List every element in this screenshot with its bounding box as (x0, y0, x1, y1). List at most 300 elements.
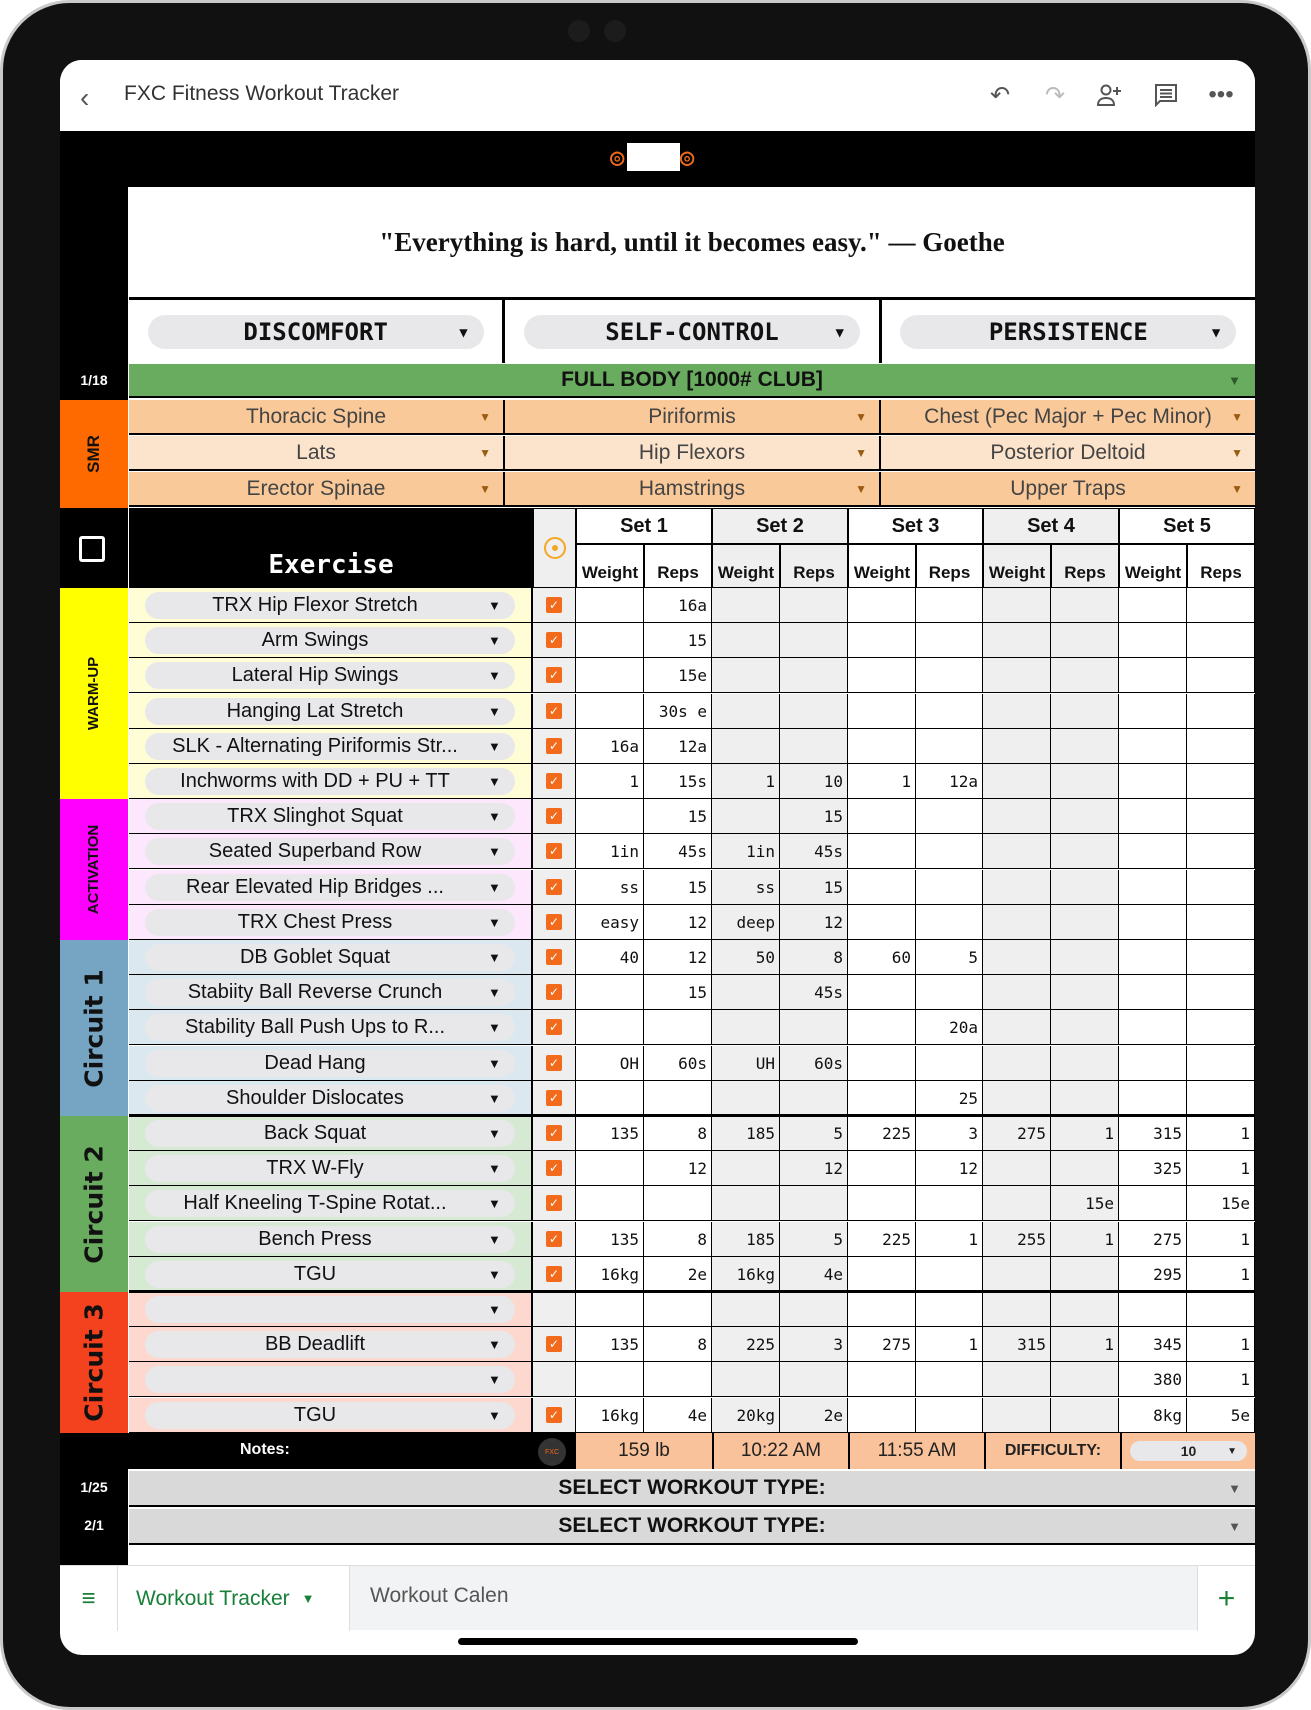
weight-cell[interactable] (983, 1151, 1051, 1186)
weight-cell[interactable] (712, 1010, 780, 1045)
reps-cell[interactable] (780, 623, 848, 658)
weight-cell[interactable] (848, 1151, 916, 1186)
done-checkbox-cell[interactable] (533, 1046, 576, 1081)
weight-cell[interactable]: 255 (983, 1222, 1051, 1257)
reps-cell[interactable]: 4e (644, 1398, 712, 1433)
weight-cell[interactable]: deep (712, 905, 780, 940)
weight-cell[interactable] (848, 1010, 916, 1045)
reps-cell[interactable]: 4e (780, 1257, 848, 1292)
reps-cell[interactable] (916, 1362, 983, 1397)
reps-cell[interactable] (1051, 1292, 1119, 1327)
weight-cell[interactable]: ss (712, 870, 780, 905)
reps-cell[interactable] (1187, 1081, 1255, 1116)
smr-dropdown[interactable] (881, 472, 1255, 505)
weight-cell[interactable] (1119, 834, 1187, 869)
more-icon[interactable]: ••• (1208, 81, 1234, 108)
checkbox-checked-icon[interactable]: ✓ (546, 1266, 562, 1282)
checkbox-checked-icon[interactable]: ✓ (546, 879, 562, 895)
checkbox-checked-icon[interactable]: ✓ (546, 1125, 562, 1141)
weight-cell[interactable] (983, 1362, 1051, 1397)
weight-cell[interactable]: 1in (576, 834, 644, 869)
weight-cell[interactable] (848, 623, 916, 658)
workout-type-dropdown[interactable] (129, 1471, 1255, 1507)
reps-cell[interactable]: 15 (644, 623, 712, 658)
reps-cell[interactable]: 8 (644, 1222, 712, 1257)
weight-cell[interactable]: 225 (848, 1116, 916, 1151)
checkbox-checked-icon[interactable]: ✓ (546, 738, 562, 754)
reps-cell[interactable] (916, 1186, 983, 1221)
weight-cell[interactable] (576, 1081, 644, 1116)
reps-cell[interactable] (1051, 658, 1119, 693)
reps-cell[interactable] (916, 905, 983, 940)
reps-cell[interactable]: 12 (644, 905, 712, 940)
weight-cell[interactable] (576, 588, 644, 623)
exercise-dropdown[interactable] (145, 1331, 515, 1358)
weight-cell[interactable] (1119, 799, 1187, 834)
reps-cell[interactable] (780, 1010, 848, 1045)
reps-cell[interactable] (780, 1292, 848, 1327)
reps-cell[interactable] (1051, 1010, 1119, 1045)
checkbox-checked-icon[interactable]: ✓ (546, 1407, 562, 1423)
reps-cell[interactable]: 60s (644, 1046, 712, 1081)
weight-cell[interactable] (983, 834, 1051, 869)
weight-cell[interactable] (1119, 1292, 1187, 1327)
weight-cell[interactable] (848, 799, 916, 834)
smr-dropdown[interactable] (505, 400, 881, 433)
weight-cell[interactable] (848, 1292, 916, 1327)
checkbox-checked-icon[interactable]: ✓ (546, 914, 562, 930)
reps-cell[interactable] (916, 975, 983, 1010)
checkbox-checked-icon[interactable]: ✓ (546, 843, 562, 859)
exercise-dropdown[interactable] (145, 874, 515, 901)
weight-cell[interactable] (712, 1186, 780, 1221)
done-checkbox-cell[interactable] (533, 870, 576, 905)
reps-cell[interactable]: 8 (780, 940, 848, 975)
exercise-dropdown[interactable] (145, 1155, 515, 1182)
exercise-dropdown[interactable] (145, 768, 515, 795)
reps-cell[interactable] (1051, 940, 1119, 975)
reps-cell[interactable]: 15e (1187, 1186, 1255, 1221)
weight-cell[interactable]: 185 (712, 1116, 780, 1151)
weight-cell[interactable] (712, 588, 780, 623)
weight-cell[interactable] (983, 905, 1051, 940)
checkbox-checked-icon[interactable]: ✓ (546, 667, 562, 683)
reps-cell[interactable]: 25 (916, 1081, 983, 1116)
weight-cell[interactable] (983, 799, 1051, 834)
checkbox-checked-icon[interactable]: ✓ (546, 773, 562, 789)
done-checkbox-cell[interactable] (533, 1362, 576, 1397)
reps-cell[interactable]: 12 (644, 1151, 712, 1186)
reps-cell[interactable]: 10 (780, 764, 848, 799)
weight-cell[interactable] (848, 1257, 916, 1292)
reps-cell[interactable]: 2e (644, 1257, 712, 1292)
weight-cell[interactable] (983, 1081, 1051, 1116)
reps-cell[interactable] (1051, 764, 1119, 799)
weight-cell[interactable] (712, 1151, 780, 1186)
reps-cell[interactable]: 12a (916, 764, 983, 799)
reps-cell[interactable] (780, 694, 848, 729)
reps-cell[interactable]: 45s (780, 834, 848, 869)
weight-cell[interactable] (1119, 623, 1187, 658)
reps-cell[interactable] (916, 799, 983, 834)
reps-cell[interactable]: 2e (780, 1398, 848, 1433)
weight-cell[interactable] (983, 1186, 1051, 1221)
weight-cell[interactable]: 225 (712, 1327, 780, 1362)
weight-cell[interactable] (848, 1186, 916, 1221)
reps-cell[interactable]: 1 (916, 1327, 983, 1362)
done-checkbox-cell[interactable] (533, 658, 576, 693)
weight-cell[interactable]: 1in (712, 834, 780, 869)
add-sheet-icon[interactable]: + (1197, 1566, 1255, 1631)
done-checkbox-cell[interactable] (533, 1222, 576, 1257)
weight-cell[interactable] (983, 623, 1051, 658)
reps-cell[interactable] (1187, 588, 1255, 623)
reps-cell[interactable]: 1 (1187, 1151, 1255, 1186)
reps-cell[interactable]: 1 (1187, 1362, 1255, 1397)
weight-cell[interactable] (1119, 658, 1187, 693)
all-sheets-menu-icon[interactable]: ≡ (60, 1566, 118, 1631)
weight-cell[interactable] (848, 588, 916, 623)
reps-cell[interactable] (1187, 799, 1255, 834)
sheet-tab-workout-tracker[interactable]: Workout Tracker ▼ (118, 1566, 350, 1631)
weight-cell[interactable]: OH (576, 1046, 644, 1081)
weight-cell[interactable] (983, 764, 1051, 799)
reps-cell[interactable] (916, 658, 983, 693)
share-add-person-icon[interactable] (1093, 78, 1127, 112)
reps-cell[interactable] (1051, 588, 1119, 623)
reps-cell[interactable]: 45s (644, 834, 712, 869)
reps-cell[interactable] (1187, 905, 1255, 940)
exercise-dropdown[interactable] (145, 733, 515, 760)
exercise-dropdown[interactable] (145, 592, 515, 619)
reps-cell[interactable]: 12 (780, 1151, 848, 1186)
done-checkbox-cell[interactable] (533, 1151, 576, 1186)
weight-cell[interactable] (712, 694, 780, 729)
weight-cell[interactable] (1119, 694, 1187, 729)
done-checkbox-cell[interactable] (533, 975, 576, 1010)
reps-cell[interactable] (1051, 975, 1119, 1010)
smr-dropdown[interactable] (881, 436, 1255, 469)
weight-cell[interactable] (983, 694, 1051, 729)
done-checkbox-cell[interactable] (533, 623, 576, 658)
weight-cell[interactable]: ss (576, 870, 644, 905)
weight-cell[interactable] (848, 1081, 916, 1116)
reps-cell[interactable]: 15 (644, 870, 712, 905)
weight-cell[interactable]: 315 (1119, 1116, 1187, 1151)
weight-cell[interactable]: 380 (1119, 1362, 1187, 1397)
weight-cell[interactable] (1119, 975, 1187, 1010)
smr-dropdown[interactable] (129, 436, 505, 469)
done-checkbox-cell[interactable] (533, 905, 576, 940)
weight-cell[interactable]: UH (712, 1046, 780, 1081)
reps-cell[interactable] (1051, 694, 1119, 729)
reps-cell[interactable] (1051, 1046, 1119, 1081)
weight-cell[interactable]: 50 (712, 940, 780, 975)
weight-cell[interactable]: easy (576, 905, 644, 940)
reps-cell[interactable] (916, 870, 983, 905)
redo-icon[interactable]: ↷ (1044, 81, 1066, 109)
weight-cell[interactable] (983, 940, 1051, 975)
done-checkbox-cell[interactable] (533, 1116, 576, 1151)
reps-cell[interactable] (1187, 764, 1255, 799)
reps-cell[interactable] (1051, 1362, 1119, 1397)
checkbox-checked-icon[interactable]: ✓ (546, 597, 562, 613)
workout-type-dropdown[interactable] (129, 1509, 1255, 1545)
reps-cell[interactable]: 15 (780, 799, 848, 834)
checkbox-checked-icon[interactable]: ✓ (546, 1019, 562, 1035)
weight-cell[interactable] (576, 658, 644, 693)
weight-cell[interactable] (848, 1362, 916, 1397)
weight-cell[interactable] (983, 658, 1051, 693)
reps-cell[interactable]: 45s (780, 975, 848, 1010)
reps-cell[interactable] (644, 1362, 712, 1397)
smr-dropdown[interactable] (505, 436, 881, 469)
weight-cell[interactable] (983, 1257, 1051, 1292)
weight-cell[interactable]: 315 (983, 1327, 1051, 1362)
weight-cell[interactable]: 1 (712, 764, 780, 799)
weight-cell[interactable]: 325 (1119, 1151, 1187, 1186)
weight-cell[interactable]: 345 (1119, 1327, 1187, 1362)
weight-cell[interactable] (576, 1186, 644, 1221)
weight-cell[interactable]: 20kg (712, 1398, 780, 1433)
reps-cell[interactable]: 1 (1187, 1116, 1255, 1151)
weight-cell[interactable] (712, 623, 780, 658)
sheet-tab-workout-calendar[interactable]: Workout Calen (370, 1584, 509, 1607)
done-checkbox-cell[interactable] (533, 764, 576, 799)
weight-cell[interactable] (1119, 1010, 1187, 1045)
start-time[interactable]: 10:22 AM (714, 1433, 850, 1469)
undo-icon[interactable]: ↶ (989, 81, 1011, 109)
reps-cell[interactable]: 15e (1051, 1186, 1119, 1221)
reps-cell[interactable]: 12 (644, 940, 712, 975)
exercise-dropdown[interactable] (145, 1190, 515, 1217)
exercise-dropdown[interactable] (145, 1296, 515, 1323)
reps-cell[interactable]: 5 (780, 1222, 848, 1257)
weight-cell[interactable] (983, 1010, 1051, 1045)
reps-cell[interactable]: 15s (644, 764, 712, 799)
reps-cell[interactable]: 1 (916, 1222, 983, 1257)
reps-cell[interactable]: 5 (916, 940, 983, 975)
reps-cell[interactable] (1187, 870, 1255, 905)
weight-cell[interactable] (1119, 729, 1187, 764)
reps-cell[interactable] (916, 694, 983, 729)
reps-cell[interactable] (916, 588, 983, 623)
weight-cell[interactable] (1119, 1046, 1187, 1081)
reps-cell[interactable] (1051, 905, 1119, 940)
reps-cell[interactable] (780, 588, 848, 623)
checkbox-checked-icon[interactable]: ✓ (546, 984, 562, 1000)
weight-cell[interactable] (576, 799, 644, 834)
done-checkbox-cell[interactable] (533, 834, 576, 869)
reps-cell[interactable] (1187, 940, 1255, 975)
weight-cell[interactable]: 275 (848, 1327, 916, 1362)
reps-cell[interactable] (916, 1257, 983, 1292)
smr-dropdown[interactable] (129, 472, 505, 505)
reps-cell[interactable] (1051, 1151, 1119, 1186)
weight-cell[interactable]: 16kg (576, 1257, 644, 1292)
reps-cell[interactable] (916, 1046, 983, 1081)
reps-cell[interactable] (1187, 975, 1255, 1010)
exercise-dropdown[interactable] (145, 1014, 515, 1041)
weight-cell[interactable] (576, 1292, 644, 1327)
checkbox-checked-icon[interactable]: ✓ (546, 1055, 562, 1071)
weight-cell[interactable] (848, 729, 916, 764)
exercise-dropdown[interactable] (145, 1226, 515, 1253)
reps-cell[interactable]: 16a (644, 588, 712, 623)
reps-cell[interactable]: 12 (780, 905, 848, 940)
reps-cell[interactable]: 1 (1187, 1257, 1255, 1292)
weight-cell[interactable] (983, 1292, 1051, 1327)
done-checkbox-cell[interactable] (533, 940, 576, 975)
reps-cell[interactable] (780, 658, 848, 693)
weight-cell[interactable] (848, 1046, 916, 1081)
reps-cell[interactable] (1187, 1046, 1255, 1081)
reps-cell[interactable]: 3 (916, 1116, 983, 1151)
reps-cell[interactable]: 8 (644, 1116, 712, 1151)
checkbox-checked-icon[interactable]: ✓ (546, 632, 562, 648)
weight-cell[interactable]: 1 (576, 764, 644, 799)
weight-cell[interactable]: 275 (983, 1116, 1051, 1151)
checkbox-checked-icon[interactable]: ✓ (546, 1231, 562, 1247)
comment-icon[interactable] (1149, 78, 1183, 112)
weight-cell[interactable] (712, 1081, 780, 1116)
exercise-dropdown[interactable] (145, 1050, 515, 1077)
bodyweight[interactable]: 159 lb (576, 1433, 714, 1469)
weight-cell[interactable] (576, 623, 644, 658)
weight-cell[interactable] (576, 975, 644, 1010)
value-dropdown-2[interactable]: SELF-CONTROL ▼ (524, 315, 860, 349)
select-all-checkbox[interactable] (79, 536, 105, 562)
smr-dropdown[interactable] (881, 400, 1255, 433)
weight-cell[interactable] (576, 1362, 644, 1397)
weight-cell[interactable] (1119, 1081, 1187, 1116)
weight-cell[interactable] (848, 905, 916, 940)
reps-cell[interactable]: 30s e (644, 694, 712, 729)
weight-cell[interactable] (712, 975, 780, 1010)
exercise-dropdown[interactable] (145, 803, 515, 830)
reps-cell[interactable] (916, 1292, 983, 1327)
reps-cell[interactable]: 60s (780, 1046, 848, 1081)
weight-cell[interactable] (712, 658, 780, 693)
weight-cell[interactable] (983, 975, 1051, 1010)
reps-cell[interactable]: 1 (1187, 1327, 1255, 1362)
weight-cell[interactable] (983, 1046, 1051, 1081)
weight-cell[interactable]: 16kg (576, 1398, 644, 1433)
weight-cell[interactable] (1119, 1186, 1187, 1221)
weight-cell[interactable] (983, 729, 1051, 764)
weight-cell[interactable] (848, 870, 916, 905)
weight-cell[interactable]: 225 (848, 1222, 916, 1257)
reps-cell[interactable] (916, 834, 983, 869)
checkbox-checked-icon[interactable]: ✓ (546, 949, 562, 965)
weight-cell[interactable]: 135 (576, 1222, 644, 1257)
checkbox-checked-icon[interactable]: ✓ (546, 808, 562, 824)
done-checkbox-cell[interactable] (533, 729, 576, 764)
weight-cell[interactable] (848, 1398, 916, 1433)
reps-cell[interactable]: 1 (1187, 1222, 1255, 1257)
reps-cell[interactable] (916, 1398, 983, 1433)
reps-cell[interactable]: 15e (644, 658, 712, 693)
weight-cell[interactable] (576, 1151, 644, 1186)
value-dropdown-1[interactable]: DISCOMFORT ▼ (148, 315, 484, 349)
done-checkbox-cell[interactable] (533, 588, 576, 623)
weight-cell[interactable] (983, 870, 1051, 905)
weight-cell[interactable]: 185 (712, 1222, 780, 1257)
done-checkbox-cell[interactable] (533, 1292, 576, 1327)
done-checkbox-cell[interactable] (533, 1398, 576, 1433)
reps-cell[interactable]: 1 (1051, 1116, 1119, 1151)
reps-cell[interactable] (780, 1081, 848, 1116)
reps-cell[interactable] (1051, 834, 1119, 869)
weight-cell[interactable]: 1 (848, 764, 916, 799)
reps-cell[interactable]: 12 (916, 1151, 983, 1186)
weight-cell[interactable]: 135 (576, 1116, 644, 1151)
difficulty-dropdown[interactable]: 10 ▼ (1130, 1441, 1247, 1461)
end-time[interactable]: 11:55 AM (850, 1433, 986, 1469)
exercise-dropdown[interactable] (145, 627, 515, 654)
reps-cell[interactable] (1187, 1010, 1255, 1045)
reps-cell[interactable] (916, 623, 983, 658)
weight-cell[interactable] (848, 658, 916, 693)
reps-cell[interactable] (644, 1186, 712, 1221)
weight-cell[interactable] (1119, 905, 1187, 940)
weight-cell[interactable]: 275 (1119, 1222, 1187, 1257)
weight-cell[interactable] (983, 1398, 1051, 1433)
reps-cell[interactable]: 12a (644, 729, 712, 764)
done-checkbox-cell[interactable] (533, 1081, 576, 1116)
reps-cell[interactable]: 15 (644, 799, 712, 834)
reps-cell[interactable] (1187, 658, 1255, 693)
reps-cell[interactable] (1051, 799, 1119, 834)
reps-cell[interactable] (1051, 1081, 1119, 1116)
weight-cell[interactable] (712, 799, 780, 834)
exercise-dropdown[interactable] (145, 944, 515, 971)
reps-cell[interactable] (780, 1186, 848, 1221)
weight-cell[interactable] (983, 588, 1051, 623)
exercise-dropdown[interactable] (145, 1402, 515, 1429)
reps-cell[interactable]: 20a (916, 1010, 983, 1045)
reps-cell[interactable] (780, 1362, 848, 1397)
checkbox-checked-icon[interactable]: ✓ (546, 1090, 562, 1106)
smr-dropdown[interactable] (129, 400, 505, 433)
weight-cell[interactable]: 135 (576, 1327, 644, 1362)
reps-cell[interactable] (1187, 1292, 1255, 1327)
checkbox-checked-icon[interactable]: ✓ (546, 1195, 562, 1211)
reps-cell[interactable] (644, 1292, 712, 1327)
weight-cell[interactable] (1119, 764, 1187, 799)
reps-cell[interactable] (644, 1081, 712, 1116)
back-chevron-icon[interactable]: ‹ (80, 82, 90, 113)
reps-cell[interactable] (1051, 1398, 1119, 1433)
exercise-dropdown[interactable] (145, 1085, 515, 1112)
reps-cell[interactable]: 8 (644, 1327, 712, 1362)
done-checkbox-cell[interactable] (533, 799, 576, 834)
exercise-dropdown[interactable] (145, 698, 515, 725)
exercise-dropdown[interactable] (145, 838, 515, 865)
reps-cell[interactable] (1187, 834, 1255, 869)
reps-cell[interactable] (1187, 623, 1255, 658)
weight-cell[interactable] (576, 694, 644, 729)
weight-cell[interactable]: 16kg (712, 1257, 780, 1292)
weight-cell[interactable]: 16a (576, 729, 644, 764)
reps-cell[interactable]: 1 (1051, 1222, 1119, 1257)
value-dropdown-3[interactable]: PERSISTENCE ▼ (900, 315, 1236, 349)
smr-dropdown[interactable] (505, 472, 881, 505)
weight-cell[interactable] (712, 729, 780, 764)
weight-cell[interactable]: 8kg (1119, 1398, 1187, 1433)
reps-cell[interactable] (1051, 870, 1119, 905)
reps-cell[interactable] (780, 729, 848, 764)
